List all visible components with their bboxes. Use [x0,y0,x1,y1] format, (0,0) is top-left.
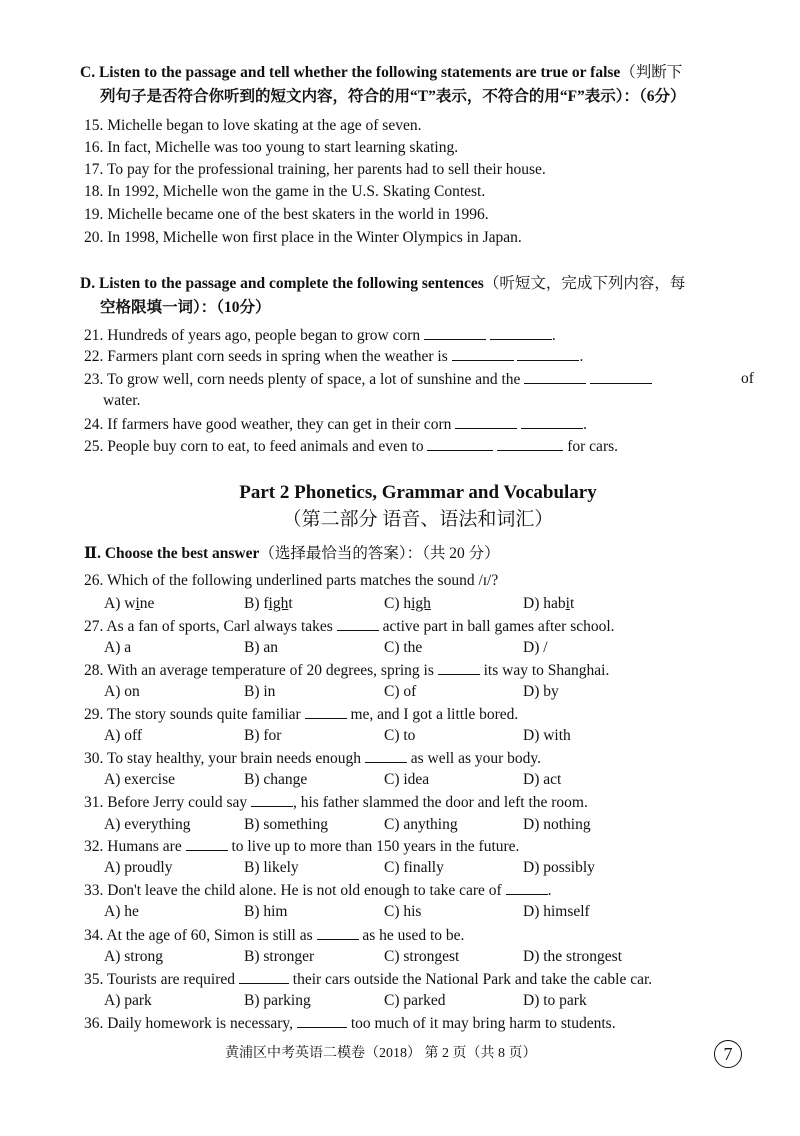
section-d-heading-line1 [80,273,685,295]
question-24 [84,414,587,435]
statement-18: 18. In 1992, Michelle won the game in the U.S. Skating Contest. [84,183,486,200]
section-d-heading-cn: （听短文，完成下列内容，每 [483,275,686,292]
question-27-text: 27. As a fan of sports, Carl always takes [84,618,333,635]
question-34-text: 34. At the age of 60, Simon is still as [84,927,313,944]
question-34-text-end: as he used to be. [362,927,465,944]
section-c-heading-cn: （判断下 [620,64,683,81]
option-c[interactable]: C) anything [384,816,458,833]
answer-blank[interactable] [438,660,480,675]
option-a[interactable]: A) strong [104,948,163,965]
question-26: 26. Which of the following underlined parts matches the sound /ɪ/? [84,572,499,589]
question-22-text: 22. Farmers plant corn seeds in spring when the weather is [84,348,448,365]
option-a[interactable]: A) park [104,992,152,1009]
option-d[interactable]: D) to park [523,992,587,1009]
option-a[interactable]: A) a [104,639,132,656]
option-d[interactable]: D) the strongest [523,948,623,965]
option-d[interactable]: D) nothing [523,816,591,833]
period: . [583,416,587,433]
question-23-continued: water. [103,392,141,409]
answer-blank[interactable] [524,369,586,384]
answer-blank[interactable] [497,436,563,451]
answer-blank[interactable] [424,325,486,340]
answer-blank[interactable] [317,925,359,940]
answer-blank[interactable] [590,369,652,384]
answer-blank[interactable] [427,436,493,451]
question-29 [84,704,518,725]
question-25 [84,436,618,457]
option-b[interactable]: B) fight [244,595,293,612]
question-31-text-end: , his father slammed the door and left the room. [293,794,588,811]
option-a[interactable]: A) exercise [104,771,175,788]
question-25-text-end: for cars. [567,438,619,455]
question-36 [84,1013,616,1034]
option-c[interactable]: C) his [384,903,422,920]
answer-blank[interactable] [239,969,289,984]
question-24-text: 24. If farmers have good weather, they can get in their corn [84,416,452,433]
option-c[interactable]: C) the [384,639,423,656]
option-d[interactable]: D) habit [523,595,575,612]
option-d[interactable]: D) possibly [523,859,595,876]
section-ii-heading [84,543,500,565]
option-b[interactable]: B) an [244,639,279,656]
answer-blank[interactable] [452,346,514,361]
answer-blank[interactable] [455,414,517,429]
question-32 [84,836,519,857]
statement-19: 19. Michelle became one of the best skaters in the world in 1996. [84,206,489,223]
part-2-subtitle: （第二部分 语音、语法和词汇） [282,509,554,530]
option-b[interactable]: B) something [244,816,328,833]
question-25-text: 25. People buy corn to eat, to feed animals and even to [84,438,424,455]
question-32-text-end: to live up to more than 150 years in the future. [231,838,520,855]
option-b[interactable]: B) likely [244,859,299,876]
answer-blank[interactable] [490,325,552,340]
question-21-text: 21. Hundreds of years ago, people began to grow corn [84,327,421,344]
question-27-text-end: active part in ball games after school. [382,618,615,635]
option-c[interactable]: C) idea [384,771,430,788]
question-23 [84,369,652,390]
option-b[interactable]: B) stronger [244,948,315,965]
answer-blank[interactable] [297,1013,347,1028]
page-footer: 黄浦区中考英语二模卷（2018） 第 2 页（共 8 页） [225,1046,537,1061]
option-a[interactable]: A) proudly [104,859,173,876]
answer-blank[interactable] [251,792,293,807]
question-35-text: 35. Tourists are required [84,971,236,988]
question-33-text-end: . [547,882,552,899]
option-d[interactable]: D) himself [523,903,590,920]
page-number-circle: 7 [714,1040,742,1068]
option-c[interactable]: C) high [384,595,431,612]
option-c[interactable]: C) parked [384,992,446,1009]
answer-blank[interactable] [337,616,379,631]
question-36-text-end: too much of it may bring harm to students. [350,1015,616,1032]
option-d[interactable]: D) with [523,727,571,744]
question-33-text: 33. Don't leave the child alone. He is not old enough to take care of [84,882,502,899]
option-b[interactable]: B) in [244,683,276,700]
section-c-heading-line2: 列句子是否符合你听到的短文内容，符合的用“T”表示，不符合的用“F”表示）：（6分） [100,88,686,105]
question-35-text-end: their cars outside the National Park and take the cable car. [292,971,653,988]
option-c[interactable]: C) of [384,683,417,700]
section-d-heading-text: D. Listen to the passage and complete the following sentences [80,275,484,292]
question-28-text: 28. With an average temperature of 20 degrees, spring is [84,662,434,679]
option-b[interactable]: B) parking [244,992,311,1009]
statement-20: 20. In 1998, Michelle won first place in the Winter Olympics in Japan. [84,229,522,246]
period: . [579,348,584,365]
answer-blank[interactable] [517,346,579,361]
option-b[interactable]: B) change [244,771,308,788]
answer-blank[interactable] [365,748,407,763]
section-c-heading-text: C. Listen to the passage and tell whether the following statements are true or false [80,64,621,81]
statement-16: 16. In fact, Michelle was too young to start learning skating. [84,139,459,156]
question-28-text-end: its way to Shanghai. [483,662,610,679]
option-d[interactable]: D) act [523,771,562,788]
question-30-text-end: as well as your body. [410,750,542,767]
part-2-title: Part 2 Phonetics, Grammar and Vocabulary [239,482,597,503]
period: . [551,327,556,344]
statement-15: 15. Michelle began to love skating at the age of seven. [84,117,422,134]
answer-blank[interactable] [521,414,583,429]
section-ii-heading-cn: （选择最恰当的答案）：（共 20 分） [259,545,500,562]
question-21 [84,325,556,346]
option-a[interactable]: A) off [104,727,143,744]
option-b[interactable]: B) him [244,903,288,920]
question-22 [84,346,583,367]
section-c-heading-line1 [80,62,682,84]
question-23-text: 23. To grow well, corn needs plenty of space, a lot of sunshine and the [84,371,521,388]
question-30 [84,748,541,769]
section-ii-heading-text: Ⅱ. Choose the best answer [84,545,260,562]
option-c[interactable]: C) to [384,727,416,744]
question-23-of: of [741,370,754,387]
question-32-text: 32. Humans are [84,838,182,855]
option-a[interactable]: A) wine [104,595,155,612]
answer-blank[interactable] [506,880,548,895]
question-36-text: 36. Daily homework is necessary, [84,1015,294,1032]
section-d-heading-line2: 空格限填一词）：（10分） [100,299,271,316]
option-a[interactable]: A) on [104,683,140,700]
option-a[interactable]: A) everything [104,816,191,833]
option-c[interactable]: C) strongest [384,948,460,965]
option-d[interactable]: D) by [523,683,559,700]
option-d[interactable]: D) / [523,639,548,656]
option-a[interactable]: A) he [104,903,139,920]
question-28 [84,660,609,681]
question-30-text: 30. To stay healthy, your brain needs enough [84,750,361,767]
question-34 [84,925,464,946]
question-27 [84,616,615,637]
option-c[interactable]: C) finally [384,859,444,876]
question-33 [84,880,551,901]
answer-blank[interactable] [186,836,228,851]
question-31-text: 31. Before Jerry could say [84,794,248,811]
question-35 [84,969,652,990]
answer-blank[interactable] [305,704,347,719]
statement-17: 17. To pay for the professional training, her parents had to sell their house. [84,161,546,178]
question-31 [84,792,588,813]
question-29-text-end: me, and I got a little bored. [350,706,519,723]
question-29-text: 29. The story sounds quite familiar [84,706,301,723]
option-b[interactable]: B) for [244,727,282,744]
